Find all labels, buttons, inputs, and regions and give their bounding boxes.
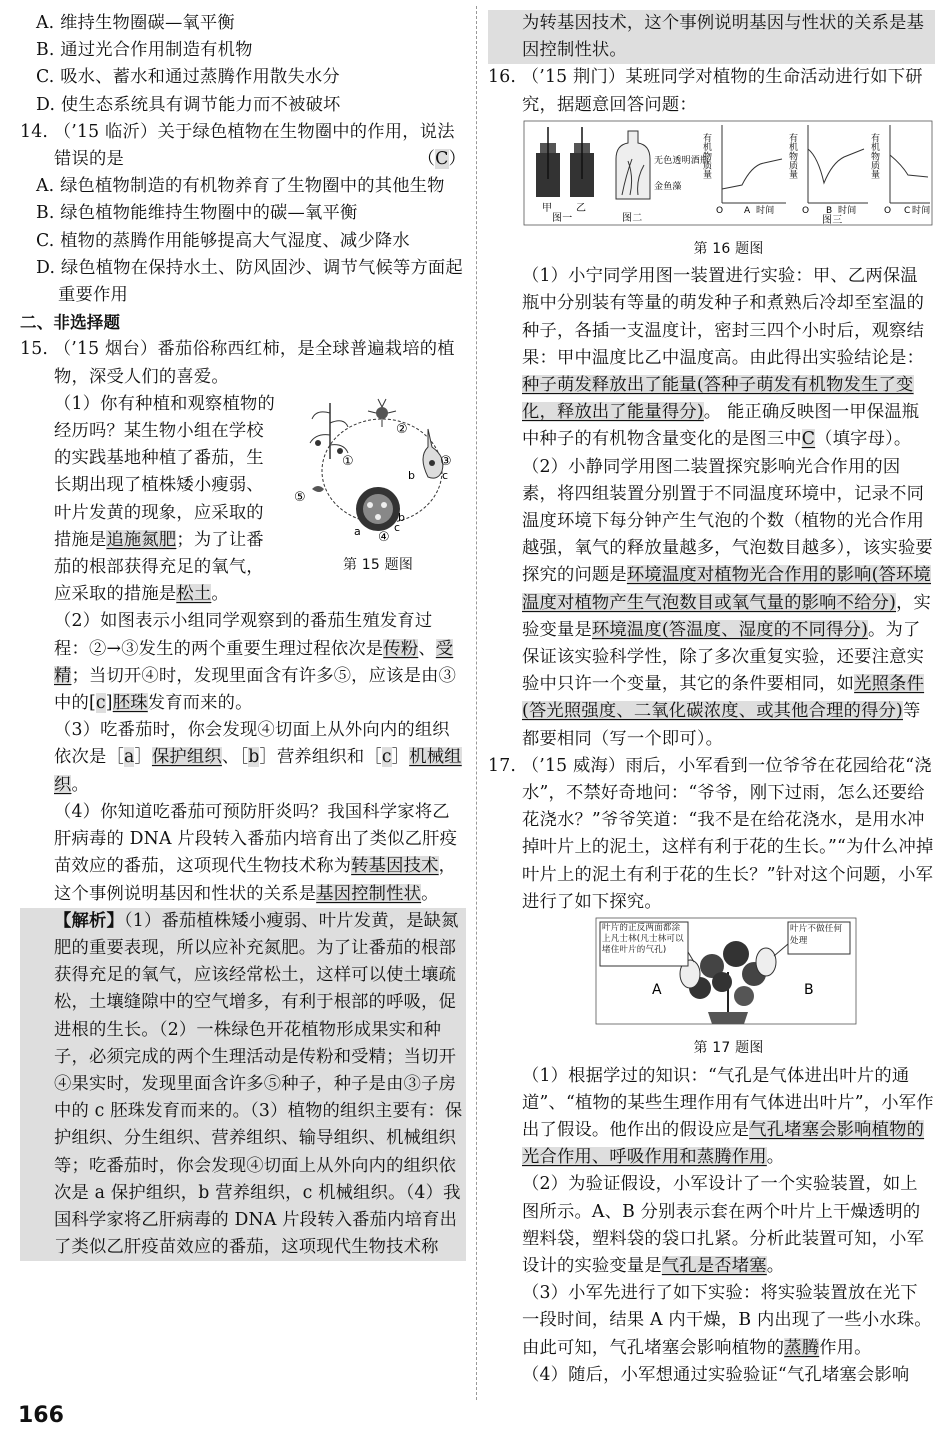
q15-answer-protective-tissue: 保护组织 [151, 747, 222, 768]
q16-p2-c: 。为了保证该实验科学性，除了多次重复实验，还要注意实验中只许一个变量，其它的条件要相同，如 [522, 619, 925, 695]
graph-a-label: A [744, 205, 751, 216]
q17-figure [488, 916, 935, 1062]
q17-part4: （4）随后，小军想通过实验验证“气孔堵塞会影响 [522, 1364, 910, 1385]
graph-c-time: 时间 [912, 205, 931, 216]
label-1: ① [342, 453, 354, 469]
q17-answer-hypothesis: 气孔堵塞会影响植物的光合作用、呼吸作用和蒸腾作用 [522, 1119, 925, 1168]
q15-part1 [20, 391, 466, 609]
q13-option-b: B. 通过光合作用制造有机物 [36, 40, 253, 61]
q15-p4-c: 。 [421, 883, 439, 904]
graph-c-origin: O [884, 205, 892, 216]
q14-option-c: C. 植物的蒸腾作用能够提高大气湿度、减少降水 [36, 230, 410, 251]
q15-p4-text: （4）你知道吃番茄可预防肝炎吗？我国科学家将乙肝病毒的 DNA 片段转入番茄内培育出了类似乙肝疫苗效应的番茄，这项现代生物技术称为 [54, 801, 458, 877]
page-number: 166 [18, 1403, 64, 1428]
q16-answer-light: 光照条件(答光照强度、二氧化碳浓度、或其他合理的得分) [522, 674, 925, 722]
q16-stem [488, 64, 935, 118]
q15-p1-text-c: 。 [211, 584, 229, 605]
q15-analysis [20, 908, 466, 1262]
q16-p1-text: （1）小宁同学用图一装置进行实验：甲、乙两保温瓶中分别装有等量的萌发种子和煮熟后冷却至室温的种子，各插一支温度计，密封三四个小时后，观察结果：甲中温度比乙中温度高。由此得出实验结论是： [522, 266, 925, 368]
label-fig1: 图一 [552, 212, 573, 224]
q15-p1-text-b: ；为了让番茄的根部获得充足的氧气，应采取的措施是 [54, 529, 264, 605]
q16-diagram [522, 119, 934, 227]
label-2: ② [396, 421, 408, 437]
q14-option-d: D. 绿色植物在保持水土、防风固沙、调节气候等方面起重要作用 [36, 257, 463, 306]
q17-text: （’15 威海）雨后，小军看到一位爷爷在花园给花“浇水”，不禁好奇地问：“爷爷，刚下过雨，怎么还要给花浇水？”爷爷笑道：“我不是在给花浇水，是用水冲掉叶片上的泥土，这样有利于花的生长。”“为什么冲掉叶片上的泥土有利于花的生长？”针对这个问题，小军进行了如下探究。 [521, 755, 934, 912]
q15-p2-bracket: ] [105, 693, 113, 714]
graph-a [701, 125, 786, 216]
graph-c [869, 125, 930, 216]
label-c: c [442, 468, 449, 482]
q14-stem [20, 119, 466, 173]
q15-p3-f: 。 [71, 774, 89, 795]
q14-option-a: A. 绿色植物制造的有机物养育了生物圈中的其他生物 [36, 176, 445, 197]
q15-p2-sep: 、 [418, 638, 436, 659]
graph-c-ylabel: 有机物质量 [869, 132, 879, 179]
label-3: ③ [440, 453, 452, 469]
column-divider [476, 6, 477, 1400]
q13-option-c: C. 吸水、蓄水和通过蒸腾作用散失水分 [36, 67, 340, 88]
label-box-b: 叶片不做任何处理 [790, 924, 843, 947]
q16-p1-c: （填字母）。 [815, 429, 912, 450]
q16-p2-text: （2）小静同学用图二装置探究影响光合作用的因素，将四组装置分别置于不同温度环境中，记录不同温度环境下每分钟产生气泡的个数（植物的光合作用越强，氧气的释放量越多，气泡数目越多），该实验要探究的问题是 [522, 456, 933, 586]
label-fig2: 图二 [622, 212, 643, 224]
q15-answer-a: a [123, 747, 135, 768]
left-column [20, 10, 466, 1261]
q15-p2-text-e: 发育而来的。 [147, 693, 253, 714]
graph-b-time: 时间 [838, 205, 857, 216]
label-4: ④ [378, 529, 390, 543]
q16-p2-d: 等都要相同（写一个即可）。 [522, 701, 921, 749]
potted-plant-icon [680, 941, 776, 1024]
q15-answer-mechanical-tissue: 机械组织 [54, 747, 462, 795]
q15-answer-letter-c: c [95, 693, 106, 714]
bag-b-icon [756, 948, 776, 976]
graph-b-ylabel: 有机物质量 [787, 132, 797, 179]
q17-stem [488, 753, 935, 916]
q15-answer-c: c [381, 747, 392, 768]
label-b2: b [398, 510, 406, 524]
q16-answer-question: 环境温度对植物光合作用的影响(答环境温度对植物产生气泡数目或氧气量的影响不给分) [522, 565, 932, 613]
label-yi: 乙 [576, 202, 587, 214]
glass-bottle-waterweed-icon [616, 131, 650, 199]
q17-p3-b: 作用。 [819, 1337, 872, 1358]
q17-number: 17. [488, 755, 517, 776]
graph-a-origin: O [716, 205, 724, 216]
q15-answer-b: b [248, 747, 260, 768]
q17-figure-caption: 第 17 题图 [693, 1040, 764, 1057]
q16-answer-variable: 环境温度(答温度、湿度的不同得分) [591, 619, 869, 640]
q16-answer-conclusion: 种子萌发释放出了能量(答种子萌发有机物发生了变化，释放出了能量得分) [522, 375, 914, 423]
graph-b-origin: O [802, 205, 810, 216]
q15-answer-ovule: 胚珠 [112, 693, 148, 714]
tomato-flower-icon [368, 399, 396, 427]
q15-answer-fertilization: 受精 [54, 638, 454, 686]
tomato-plant-icon [310, 403, 348, 459]
q15-answer-transgenic: 转基因技术 [351, 856, 439, 877]
q14-number: 14. [20, 121, 49, 142]
label-a: A [652, 982, 662, 999]
analysis-label: 【解析】 [54, 910, 124, 931]
q14-text: （’15 临沂）关于绿色植物在生物圈中的作用，说法错误的是 [53, 121, 455, 170]
graph-c-label: C [904, 205, 911, 216]
graph-b [787, 125, 868, 216]
q17-p1-b: 。 [766, 1147, 785, 1168]
label-b: B [804, 982, 814, 999]
q15-answer-fertilizer: 追施氮肥 [106, 529, 177, 550]
q15-p2-text-c: ；当切开④时，发现里面含有许多⑤，应该是由③中的[ [54, 665, 457, 714]
q15-p3-b: ］ [134, 747, 152, 768]
q17-part1 [488, 1063, 935, 1172]
q15-figure [290, 393, 466, 579]
q14-answer: C [435, 149, 449, 170]
q15-part3 [20, 717, 466, 799]
q17-part3 [488, 1280, 935, 1362]
q15-p3-text: （3）吃番茄时，你会发现④切面上从外向内的组织依次是［ [54, 720, 450, 768]
q15-answer-loosen-soil: 松土 [176, 584, 212, 605]
q15-p3-d: ］营养组织和［ [259, 747, 382, 768]
analysis-text: （1）番茄植株矮小瘦弱、叶片发黄，是缺氮肥的重要表现，所以应补充氮肥。为了让番茄的根部获得充足的氧气，应该经常松土，这样可以使土壤疏松，土壤缝隙中的空气增多，有利于根部的呼吸，促进根的生长。（2）一株绿色开花植物形成果实和种子，必须完成的两个生理活动是传粉和受精；当切开④果实时，发现里面含许多⑤种子，种子是由③子房中的 c 胚珠发育而来的。（3）植物的组织主要有：保护组织、分生组织、营养组织、输导组织、机械组织等；吃番茄时，你会发现④切面上从外向内的组织依次是 a 保护组织，b 营养组织，c 机械组织。（4）我国科学家将乙肝病毒的 DNA 片段转入番茄内培育出了类似乙肝疫苗效应的番茄，这项现代生物技术称 [54, 910, 463, 1258]
q17-answer-variable: 气孔是否堵塞 [661, 1255, 767, 1276]
seed-icon [312, 486, 324, 492]
label-b: b [408, 468, 416, 482]
q17-p2-text: （2）为验证假设，小军设计了一个实验装置，如上图所示。A、B 分别表示套在两个叶片上干燥透明的塑料袋，塑料袋的袋口扎紧。分析此装置可知，小军设计的实验变量是 [522, 1174, 925, 1276]
tomato-lifecycle-diagram [290, 393, 466, 543]
q15-number: 15. [20, 339, 49, 360]
q17-answer-transpiration: 蒸腾 [784, 1337, 820, 1358]
q16-p2-b: ，实验变量是 [522, 592, 932, 640]
q15-figure-caption: 第 15 题图 [342, 557, 414, 574]
q17-part2 [488, 1171, 935, 1280]
q16-text: （’15 荆门）某班同学对植物的生命活动进行如下研究，据题意回答问题： [521, 67, 923, 115]
q13-option-a: A. 维持生物圈碳—氧平衡 [36, 13, 235, 33]
q15-text: （’15 烟台）番茄俗称西红柿，是全球普遍栽培的植物，深受人们的喜爱。 [53, 339, 455, 387]
label-waterweed: 金鱼藻 [654, 181, 682, 192]
thermos-jar-yi-icon [570, 127, 594, 197]
thermos-jar-jia-icon [536, 127, 560, 197]
q16-number: 16. [488, 67, 517, 88]
q14-option-b: B. 绿色植物能维持生物圈中的碳—氧平衡 [36, 203, 358, 224]
graph-a-ylabel: 有机物质量 [701, 132, 711, 179]
q15-p1-text: （1）你有种植和观察植物的经历吗？某生物小组在学校的实践基地种植了番茄，生长期出现了植株矮小瘦弱、叶片发黄的现象，应采取的措施是 [54, 393, 275, 550]
q14-answer-bracket: （C） [417, 149, 466, 170]
label-c2: c [394, 520, 401, 534]
q15-p3-c: 、［ [221, 747, 249, 768]
q13-option-d: D. 使生态系统具有调节能力而不被破坏 [36, 94, 341, 115]
q15-answer-pollination: 传粉 [383, 638, 419, 659]
label-bottle: 无色透明酒瓶 [654, 155, 710, 166]
q16-p1-b: 。 能正确反映图一甲保温瓶中种子的有机物含量变化的是图三中 [522, 402, 920, 450]
q17-p1-text: （1）根据学过的知识：“气孔是气体进出叶片的通道”、“植物的某些生理作用有气体进出叶片”，小军作出了假设。他作出的假设应是 [522, 1065, 934, 1140]
graph-a-time: 时间 [756, 205, 775, 216]
q15-answer-gene-controls-trait: 基因控制性状 [316, 883, 422, 904]
q17-p3-text: （3）小军先进行了如下实验：将实验装置放在光下一段时间，结果 A 内干燥，B 内出现了一些小水珠。由此可知，气孔堵塞会影响植物的 [522, 1283, 932, 1358]
q15-stem [20, 336, 466, 390]
q15-p3-e: ］ [391, 747, 410, 768]
label-fig3: 图三 [822, 214, 843, 226]
q17-diagram [522, 916, 934, 1026]
q17-p2-b: 。 [766, 1255, 785, 1276]
graph-b-label: B [826, 205, 833, 216]
label-jia: 甲 [542, 202, 553, 214]
label-a2: a [354, 524, 361, 538]
q15-part2 [20, 608, 466, 717]
q16-answer-graph-c: C [801, 429, 816, 450]
section-title: 二、非选择题 [20, 313, 121, 333]
q15-p2-text: （2）如图表示小组同学观察到的番茄生殖发育过程：②→③发生的两个重要生理过程依次是 [54, 611, 433, 659]
label-box-a: 叶片的正反两面都涂上凡士林(凡士林可以堵住叶片的气孔) [602, 923, 684, 956]
label-5: ⑤ [294, 489, 306, 505]
q16-figure [488, 119, 935, 263]
right-column [488, 10, 935, 1389]
q16-figure-caption: 第 16 题图 [693, 241, 764, 258]
q16-part2 [488, 454, 935, 753]
q15-p4-b: ，这个事例说明基因和性状的关系是 [54, 856, 457, 904]
q15-part4 [20, 799, 466, 908]
q16-part1 [488, 263, 935, 453]
q15-analysis-continued: 为转基因技术，这个事例说明基因与性状的关系是基因控制性状。 [488, 10, 935, 64]
